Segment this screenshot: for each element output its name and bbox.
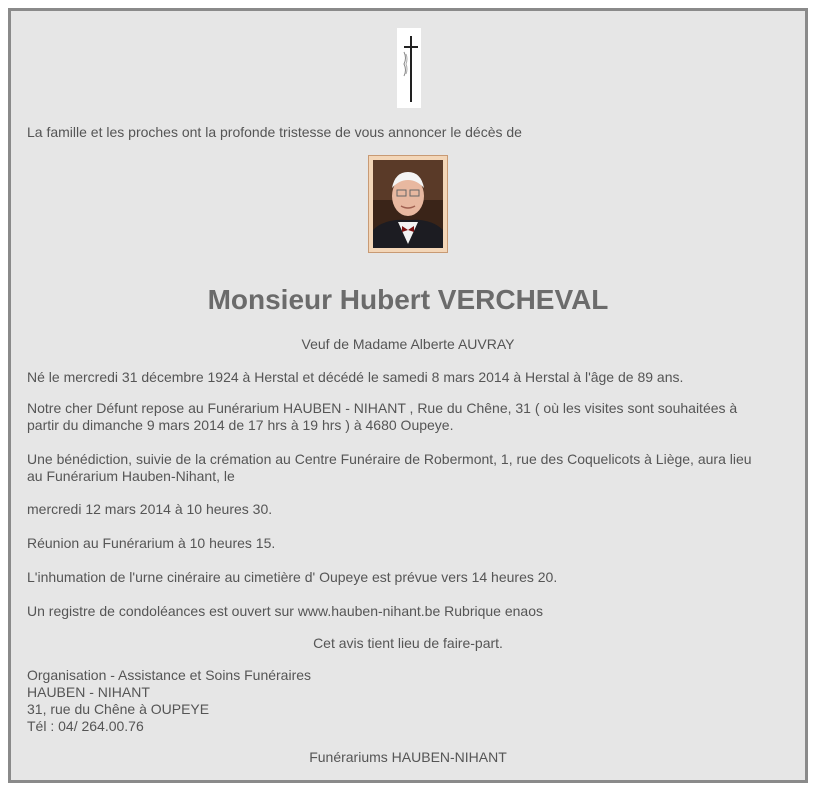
benediction-text-line1: Une bénédiction, suivie de la crémation au Centre Funéraire de Robermont, 1, rue des Coquelicots à Liège, aura lieu (27, 451, 752, 467)
cross-icon (397, 28, 421, 108)
org-phone: Tél : 04/ 264.00.76 (27, 718, 144, 734)
portrait-frame (368, 155, 448, 253)
repose-text-line1: Notre cher Défunt repose au Funérarium HAUBEN - NIHANT , Rue du Chêne, 31 ( où les visites sont souhaitées à (27, 400, 738, 416)
deceased-name: Monsieur Hubert VERCHEVAL (207, 284, 609, 315)
org-line1: Organisation - Assistance et Soins Funéraires (27, 667, 312, 683)
intro-text: La famille et les proches ont la profonde tristesse de vous annoncer le décès de (27, 124, 522, 140)
spouse-line: Veuf de Madame Alberte AUVRAY (301, 336, 515, 352)
cross-emblem (397, 28, 421, 108)
birth-death-text: Né le mercredi 31 décembre 1924 à Herstal et décédé le samedi 8 mars 2014 à Herstal à l'âge de 89 ans. (27, 369, 684, 385)
obituary-card (8, 8, 808, 783)
footer-text: Funérariums HAUBEN-NIHANT (309, 749, 507, 765)
benediction-text-line2: au Funérarium Hauben-Nihant, le (27, 468, 235, 484)
registry-text: Un registre de condoléances est ouvert sur www.hauben-nihant.be Rubrique enaos (27, 603, 543, 619)
notice-text: Cet avis tient lieu de faire-part. (313, 635, 503, 651)
org-line2: HAUBEN - NIHANT (27, 684, 150, 700)
inhumation-text: L'inhumation de l'urne cinéraire au cimetière d' Oupeye est prévue vers 14 heures 20. (27, 569, 558, 585)
repose-text-line2: partir du dimanche 9 mars 2014 de 17 hrs à 19 hrs ) à 4680 Oupeye. (27, 417, 454, 433)
ceremony-date: mercredi 12 mars 2014 à 10 heures 30. (27, 501, 273, 517)
portrait-photo (373, 160, 443, 248)
reunion-text: Réunion au Funérarium à 10 heures 15. (27, 535, 276, 551)
org-address: 31, rue du Chêne à OUPEYE (27, 701, 210, 717)
